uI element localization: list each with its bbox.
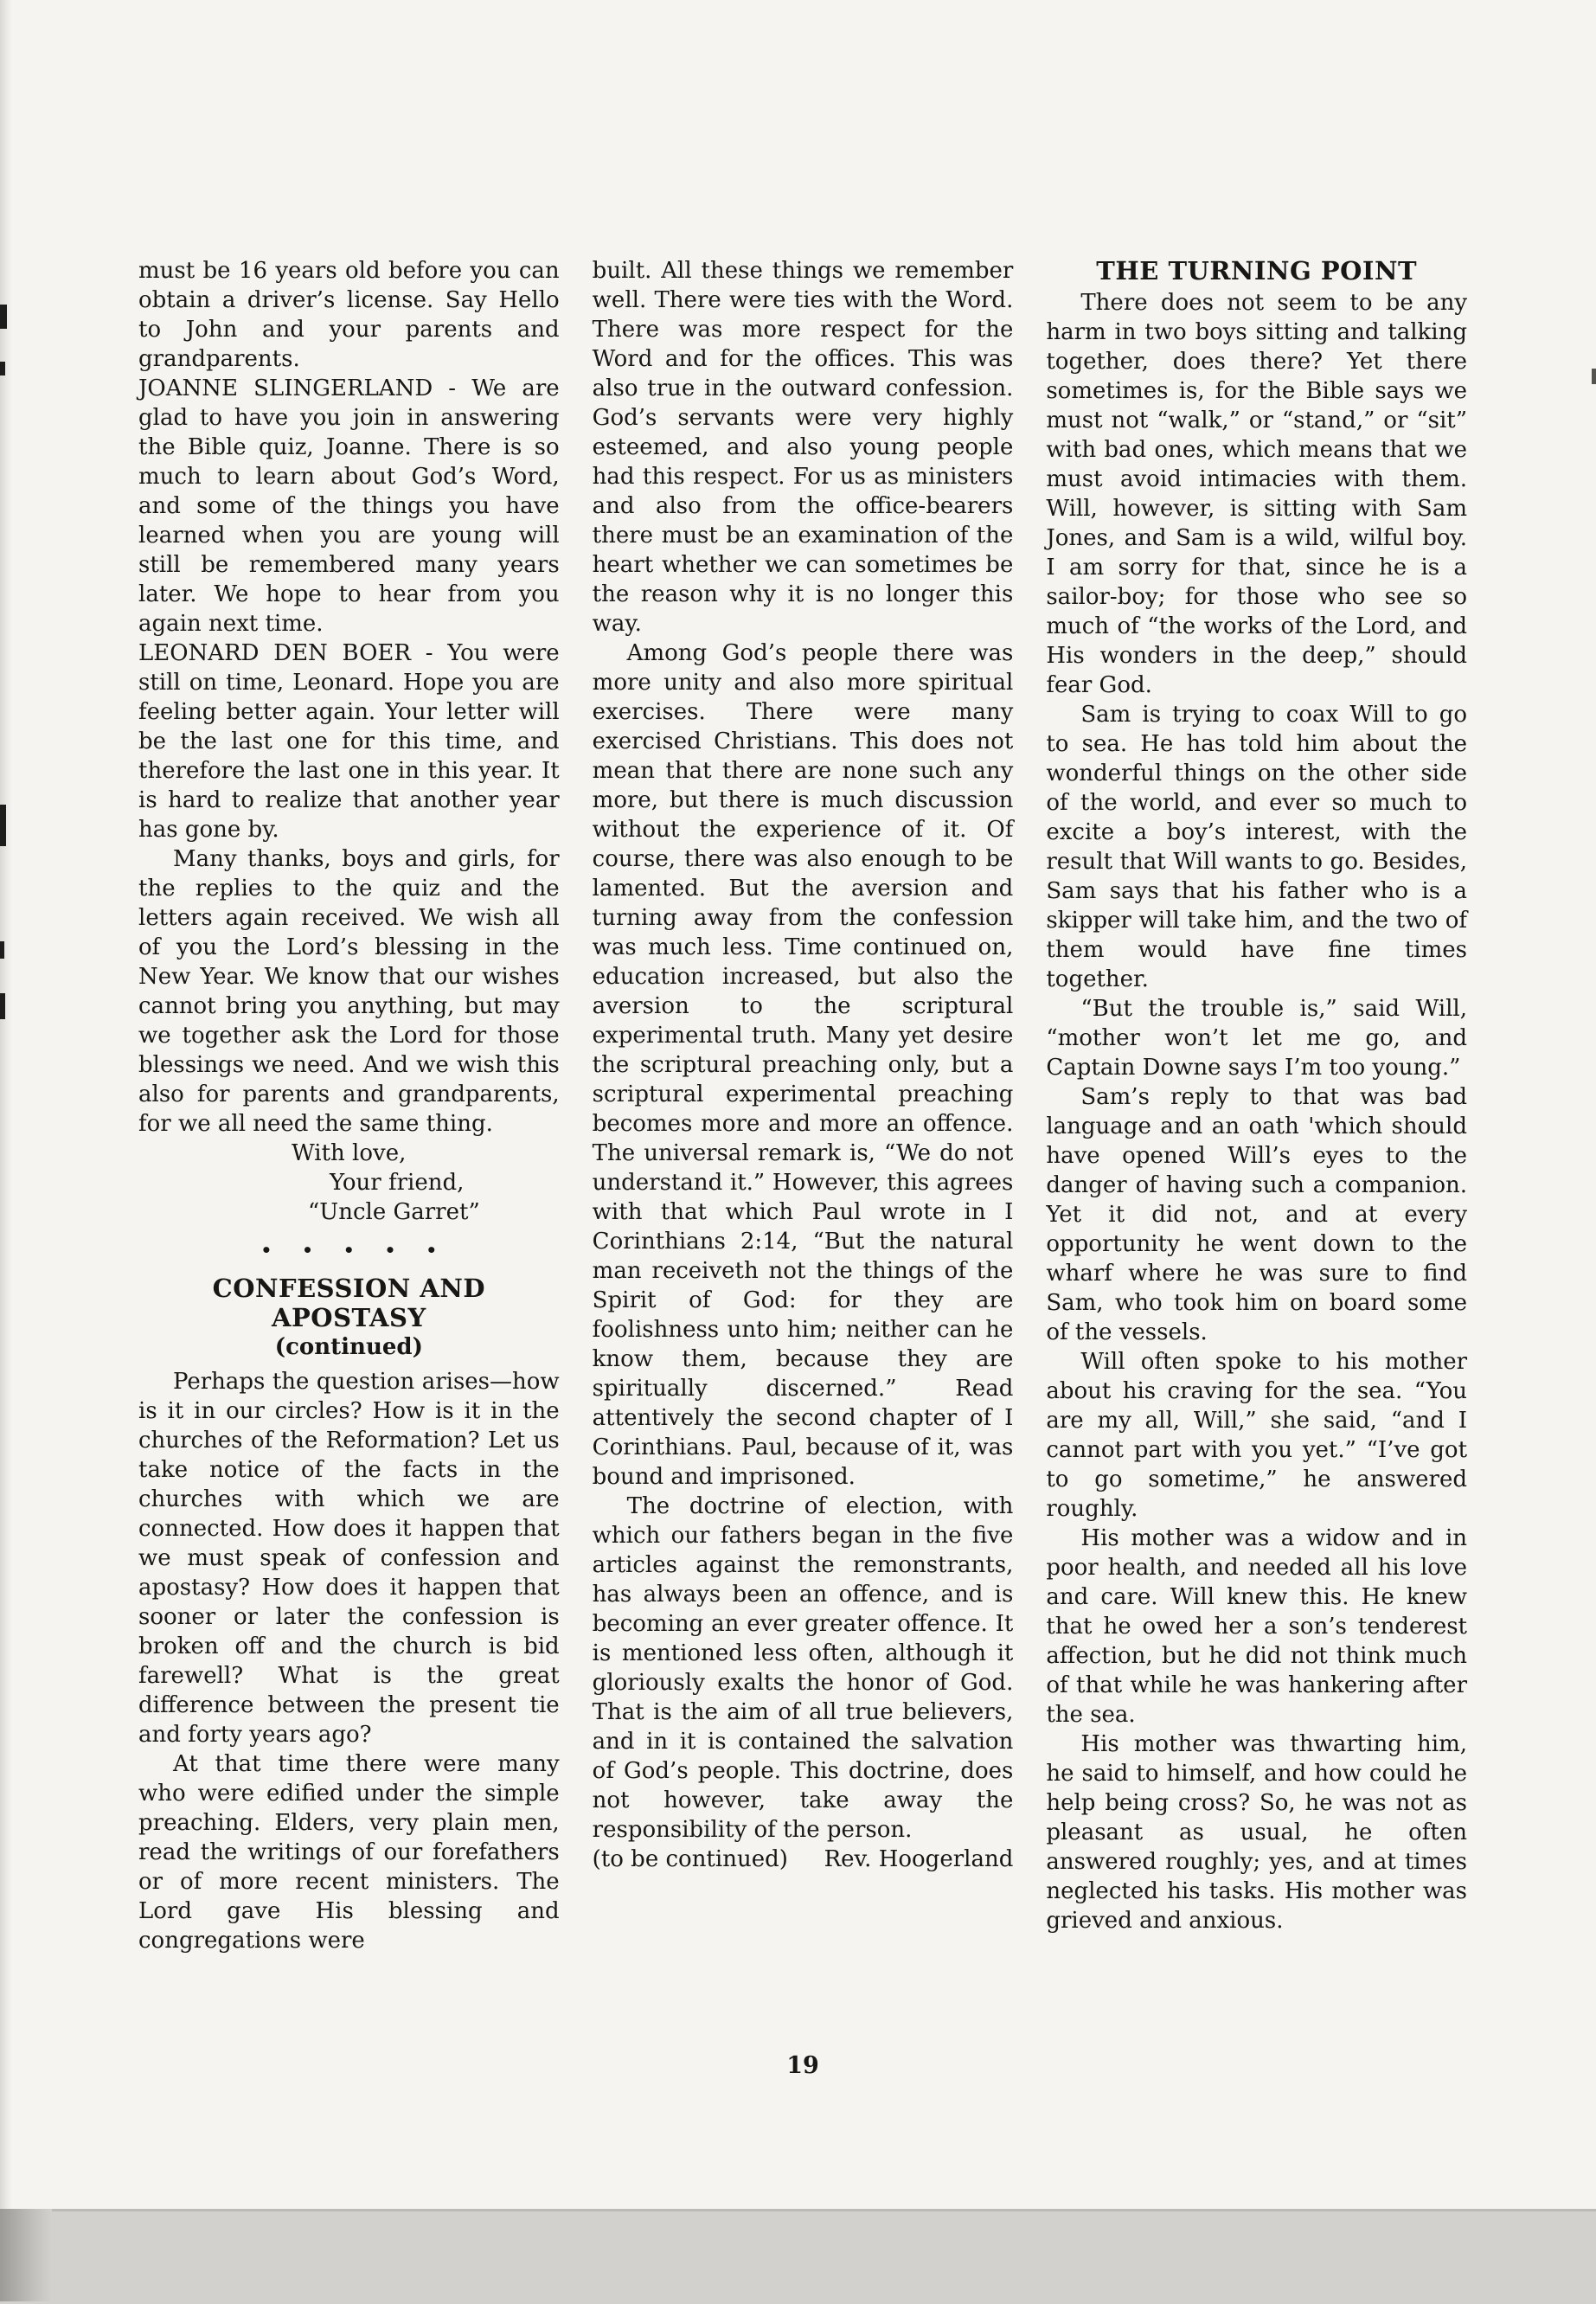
page-number: 19 (786, 2052, 819, 2079)
paragraph: Sam’s reply to that was bad language and an oath 'which should have opened Will’s eyes to the danger of having such a companion. Yet it did not, and at every opportunity he went down to the wharf where he was sure to find Sam, who took him on board some of the vessels. (1046, 1084, 1468, 1345)
paragraph: built. All these things we remember well. There were ties with the Word. There was more respect for the Word and for the offices. This was also true in the outward confession. God’s servants were very highly esteemed, and also young people had this respect. For us as ministers and also from the office-bearers there must be an examination of the heart whether we can sometimes be the reason why it is no longer this way. (592, 258, 1014, 637)
article-heading: THE TURNING POINT (1096, 256, 1418, 286)
scan-bottom-corner-shadow (0, 2209, 52, 2301)
paragraph: JOANNE SLINGERLAND - We are glad to have you join in answering the Bible quiz, Joanne. There is so much to learn about God’s Word, and some of the things you have learned when you are young will still be remembered many years later. We hope to hear from you again next time. (138, 375, 560, 637)
article-heading: CONFESSION AND APOSTASY (212, 1274, 486, 1332)
paragraph: His mother was a widow and in poor health, and needed all his love and care. Will knew this. He knew that he owed her a son’s tenderest affection, but he did not think much of that while he was hankering after the sea. (1046, 1525, 1468, 1728)
paragraph: There does not seem to be any harm in two boys sitting and talking together, does there? Yet there sometimes is, for the Bible says we must not “walk,” or “stand,” or “sit” with bad ones, which means that we must avoid intimacies with them. Will, however, is sitting with Sam Jones, and Sam is a wild, wilful boy. I am sorry for that, since he is a sailor-boy; for those who see so much of “the works of the Lord, and His wonders in the deep,” should fear God. (1046, 290, 1468, 698)
paragraph: “But the trouble is,” said Will, “mother won’t let me go, and Captain Downe says I’m too young.” (1046, 996, 1468, 1081)
paragraph: His mother was thwarting him, he said to himself, and how could he help being cross? So, he was not as pleasant as usual, he often answered roughly; yes, and at times neglected his tasks. His mother was grieved and anxious. (1046, 1731, 1468, 1934)
scan-artifact (0, 305, 7, 329)
three-column-text-block (138, 256, 1467, 1955)
page-edge-shadow (0, 0, 12, 2301)
signature-line: “Uncle Garret” (308, 1199, 480, 1225)
signature-line: With love, (292, 1140, 407, 1166)
scan-artifact (0, 805, 6, 846)
paragraph: Sam is trying to coax Will to go to sea. He has told him about the wonderful things on the other side of the world, and ever so much to excite a boy’s interest, with the result that Will wants to go. Besides, Sam says that his father who is a skipper will take him, and the two of them would have fine times together. (1046, 702, 1468, 992)
column-left (138, 256, 560, 1955)
scan-bottom-edge (0, 2209, 1596, 2304)
paragraph: Perhaps the question arises—how is it in our circles? How is it in the churches of the Reformation? Let us take notice of the facts in the churches with which we are connected. How does it happen that we must speak of confession and apostasy? How does it happen that sooner or later the confession is broken off and the church is bid farewell? What is the great difference between the present tie and forty years ago? (138, 1369, 560, 1748)
signature-line: Your friend, (330, 1170, 465, 1196)
paragraph: must be 16 years old before you can obtain a driver’s license. Say Hello to John and your parents and grandparents. (138, 258, 560, 372)
scan-artifact (0, 941, 4, 959)
paragraph: The doctrine of election, with which our fathers began in the five articles against the remonstrants, has always been an offence, and is becoming an ever greater offence. It is mentioned less often, although it gloriously exalts the honor of God. That is the aim of all true believers, and in it is contained the salvation of God’s people. This doctrine, does not however, take away the responsibility of the person. (592, 1493, 1014, 1843)
byline-author: Rev. Hoogerland (824, 1846, 1014, 1872)
byline-continued-note: (to be continued) (592, 1846, 788, 1872)
scan-artifact (1592, 369, 1596, 384)
section-divider: • • • • • (260, 1240, 450, 1261)
paragraph: At that time there were many who were edified under the simple preaching. Elders, very plain men, read the writings of our forefathers or of more recent ministers. The Lord gave His blessing and congregations were (138, 1751, 560, 1954)
scan-artifact (0, 362, 5, 375)
paragraph: Many thanks, boys and girls, for the replies to the quiz and the letters again received. We wish all of you the Lord’s blessing in the New Year. We know that our wishes cannot bring you anything, but may we together ask the Lord for those blessings we need. And we wish this also for parents and grandparents, for we all need the same thing. (138, 846, 560, 1137)
column-middle (593, 256, 1014, 1955)
paragraph: LEONARD DEN BOER - You were still on time, Leonard. Hope you are feeling better again. Your letter will be the last one for this time, and therefore the last one in this year. It is hard to realize that another year has gone by. (138, 640, 560, 843)
column-right (1046, 256, 1467, 1955)
article-subheading: (continued) (274, 1334, 423, 1360)
paragraph: Among God’s people there was more unity and also more spiritual exercises. There were many exercised Christians. This does not mean that there are none such any more, but there is much discussion without the experience of it. Of course, there was also enough to be lamented. But the aversion and turning away from the confession was much less. Time continued on, education increased, but also the aversion to the scriptural experimental truth. Many yet desire the scriptural preaching only, but a scriptural experimental preaching becomes more and more an offence. The universal remark is, “We do not understand it.” However, this agrees with that which Paul wrote in I Corinthians 2:14, “But the natural man receiveth not the things of the Spirit of God: for they are foolishness unto him; neither can he know them, because they are spiritually discerned.” Read attentively the second chapter of I Corinthians. Paul, because of it, was bound and imprisoned. (592, 640, 1014, 1490)
byline (593, 1845, 1014, 1874)
paragraph: Will often spoke to his mother about his craving for the sea. “You are my all, Will,” she said, “and I cannot part with you yet.” “I’ve got to go sometime,” he answered roughly. (1046, 1349, 1468, 1522)
scan-artifact (0, 993, 5, 1019)
